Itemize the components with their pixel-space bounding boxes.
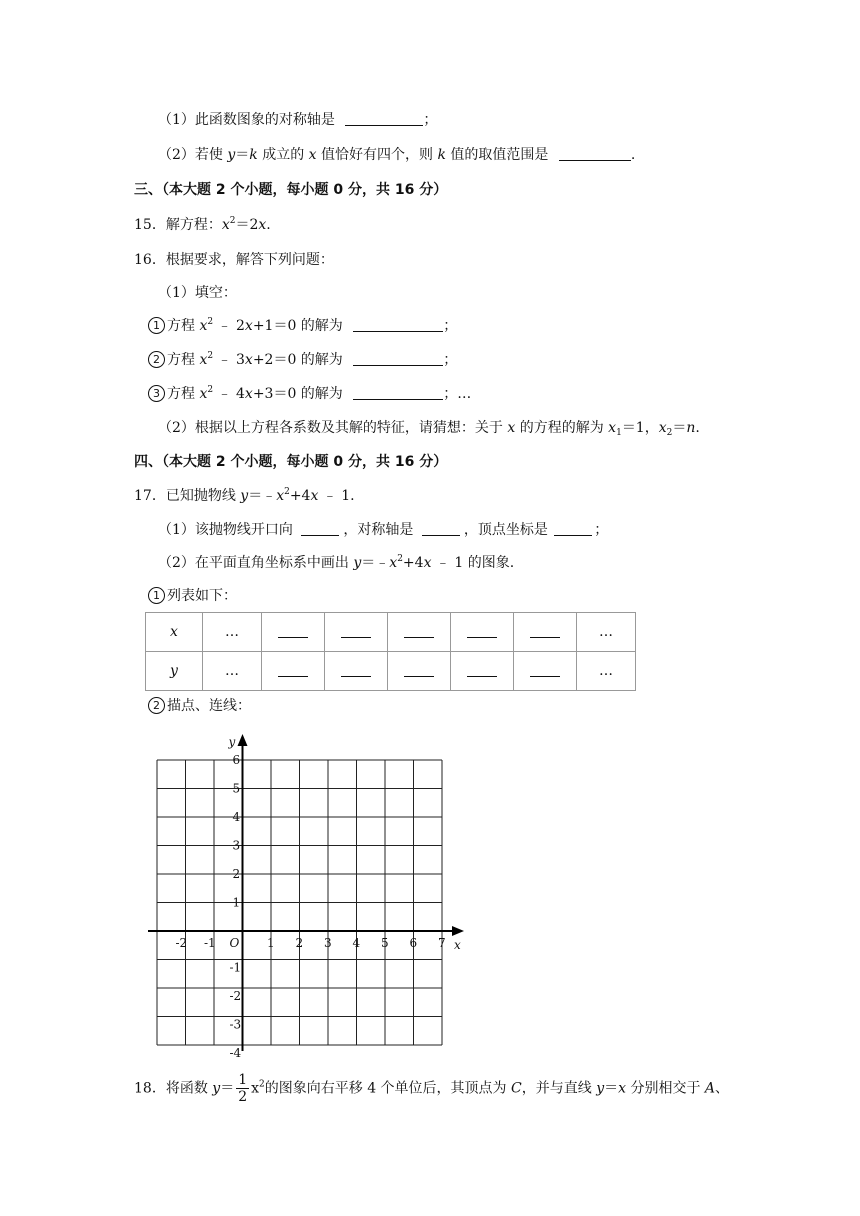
y-tick-label: 4 [232, 810, 241, 824]
ellipsis-cell: … [577, 613, 636, 652]
y-tick-label: 3 [232, 838, 241, 853]
blank-cell[interactable] [451, 652, 514, 691]
q16-part2: （2）根据以上方程各系数及其解的特征，请猜想：关于 x 的方程的解为 $x_1=1$，$x_2=n$. [158, 420, 700, 438]
value-table [145, 612, 636, 691]
coordinate-grid [140, 728, 470, 1058]
row-head-x: x [146, 613, 203, 652]
q16-title: 16．根据要求，解答下列问题： [134, 252, 334, 268]
q16-part1: （1）填空： [158, 285, 237, 301]
q16-item-2: 2 方程 $x^2$ ﹣ 3x+2＝0 的解为 ； [148, 350, 457, 370]
fraction: $\frac{1}{2}$ [238, 1072, 248, 1105]
answer-blank [353, 385, 443, 400]
circled-number: 2 [148, 351, 165, 368]
circled-number: 1 [148, 587, 165, 604]
q17-step1: 1 列表如下： [148, 586, 237, 606]
q17-part1: （1）该抛物线开口向 ，对称轴是 ，顶点坐标是 ； [158, 522, 609, 538]
y-axis-label: y [228, 735, 236, 749]
ellipsis-cell: … [203, 613, 262, 652]
x-tick-label: 3 [324, 936, 332, 950]
x-axis-arrow-icon [452, 926, 464, 936]
circled-number: 3 [148, 385, 165, 402]
x-axis-label: x [454, 938, 461, 952]
answer-blank [345, 111, 423, 126]
y-tick-label: 1 [232, 895, 241, 910]
origin-label: O [229, 936, 240, 950]
x-tick-label: 5 [381, 936, 389, 950]
q14-part2: （2）若使 y＝k 成立的 x 值恰好有四个，则 k 值的取值范围是 . [158, 147, 636, 163]
q16-item-1: 1 方程 $x^2$ ﹣ 2x+1＝0 的解为 ； [148, 316, 457, 336]
ellipsis-cell: … [577, 652, 636, 691]
answer-blank [353, 351, 443, 366]
q17-part2: （2）在平面直角坐标系中画出 $y=﹣x^2+4x$ ﹣ 1 的图象. [158, 554, 515, 571]
y-tick-label: -1 [229, 960, 242, 975]
circled-number: 2 [148, 697, 165, 714]
blank-cell[interactable] [262, 613, 325, 652]
answer-blank [353, 317, 443, 332]
answer-blank [422, 521, 460, 536]
y-tick-label: -4 [229, 1046, 242, 1058]
section-4-title: 四、（本大题 2 个小题，每小题 0 分，共 16 分） [134, 454, 448, 470]
y-tick-label: -2 [229, 989, 242, 1003]
blank-cell[interactable] [388, 652, 451, 691]
blank-cell[interactable] [388, 613, 451, 652]
x-tick-label: 6 [409, 936, 418, 950]
table-row-x [146, 613, 636, 652]
blank-cell[interactable] [325, 613, 388, 652]
x-tick-label: 2 [295, 936, 304, 950]
blank-cell[interactable] [262, 652, 325, 691]
blank-cell[interactable] [325, 652, 388, 691]
section-3-title: 三、（本大题 2 个小题，每小题 0 分，共 16 分） [134, 182, 448, 198]
answer-blank [554, 521, 592, 536]
x-tick-label: -2 [175, 936, 188, 950]
x-tick-label: 1 [267, 936, 275, 950]
y-tick-label: 2 [232, 867, 241, 881]
blank-cell[interactable] [514, 652, 577, 691]
y-tick-label: -3 [229, 1017, 242, 1032]
x-tick-label: 7 [438, 936, 446, 950]
x-tick-label: 4 [352, 936, 361, 950]
x-tick-label: -1 [204, 936, 216, 950]
blank-cell[interactable] [451, 613, 514, 652]
table-row-y [146, 652, 636, 691]
y-tick-label: 5 [232, 781, 241, 796]
q17-step2: 2 描点、连线： [148, 696, 251, 716]
row-head-y: y [146, 652, 203, 691]
y-tick-label: 6 [232, 753, 241, 767]
q16-item-3: 3 方程 $x^2$ ﹣ 4x+3＝0 的解为 ；… [148, 384, 471, 404]
q14-part1: （1）此函数图象的对称轴是 ； [158, 112, 438, 128]
answer-blank [559, 146, 631, 161]
ellipsis-cell: … [203, 652, 262, 691]
circled-number: 1 [148, 317, 165, 334]
y-axis-arrow-icon [238, 734, 248, 746]
blank-cell[interactable] [514, 613, 577, 652]
q15: 15．解方程：$x^2=2x$. [134, 216, 271, 233]
answer-blank [301, 521, 339, 536]
q18: 18．将函数 y＝ $\frac{1}{2}$ $x^2$的图象向右平移 4 个单位后，其顶点为 C，并与直线 y＝x 分别相交于 A、 [134, 1072, 730, 1105]
q17-title: 17．已知抛物线 $y=﹣x^2+4x$ ﹣ 1. [134, 487, 355, 504]
